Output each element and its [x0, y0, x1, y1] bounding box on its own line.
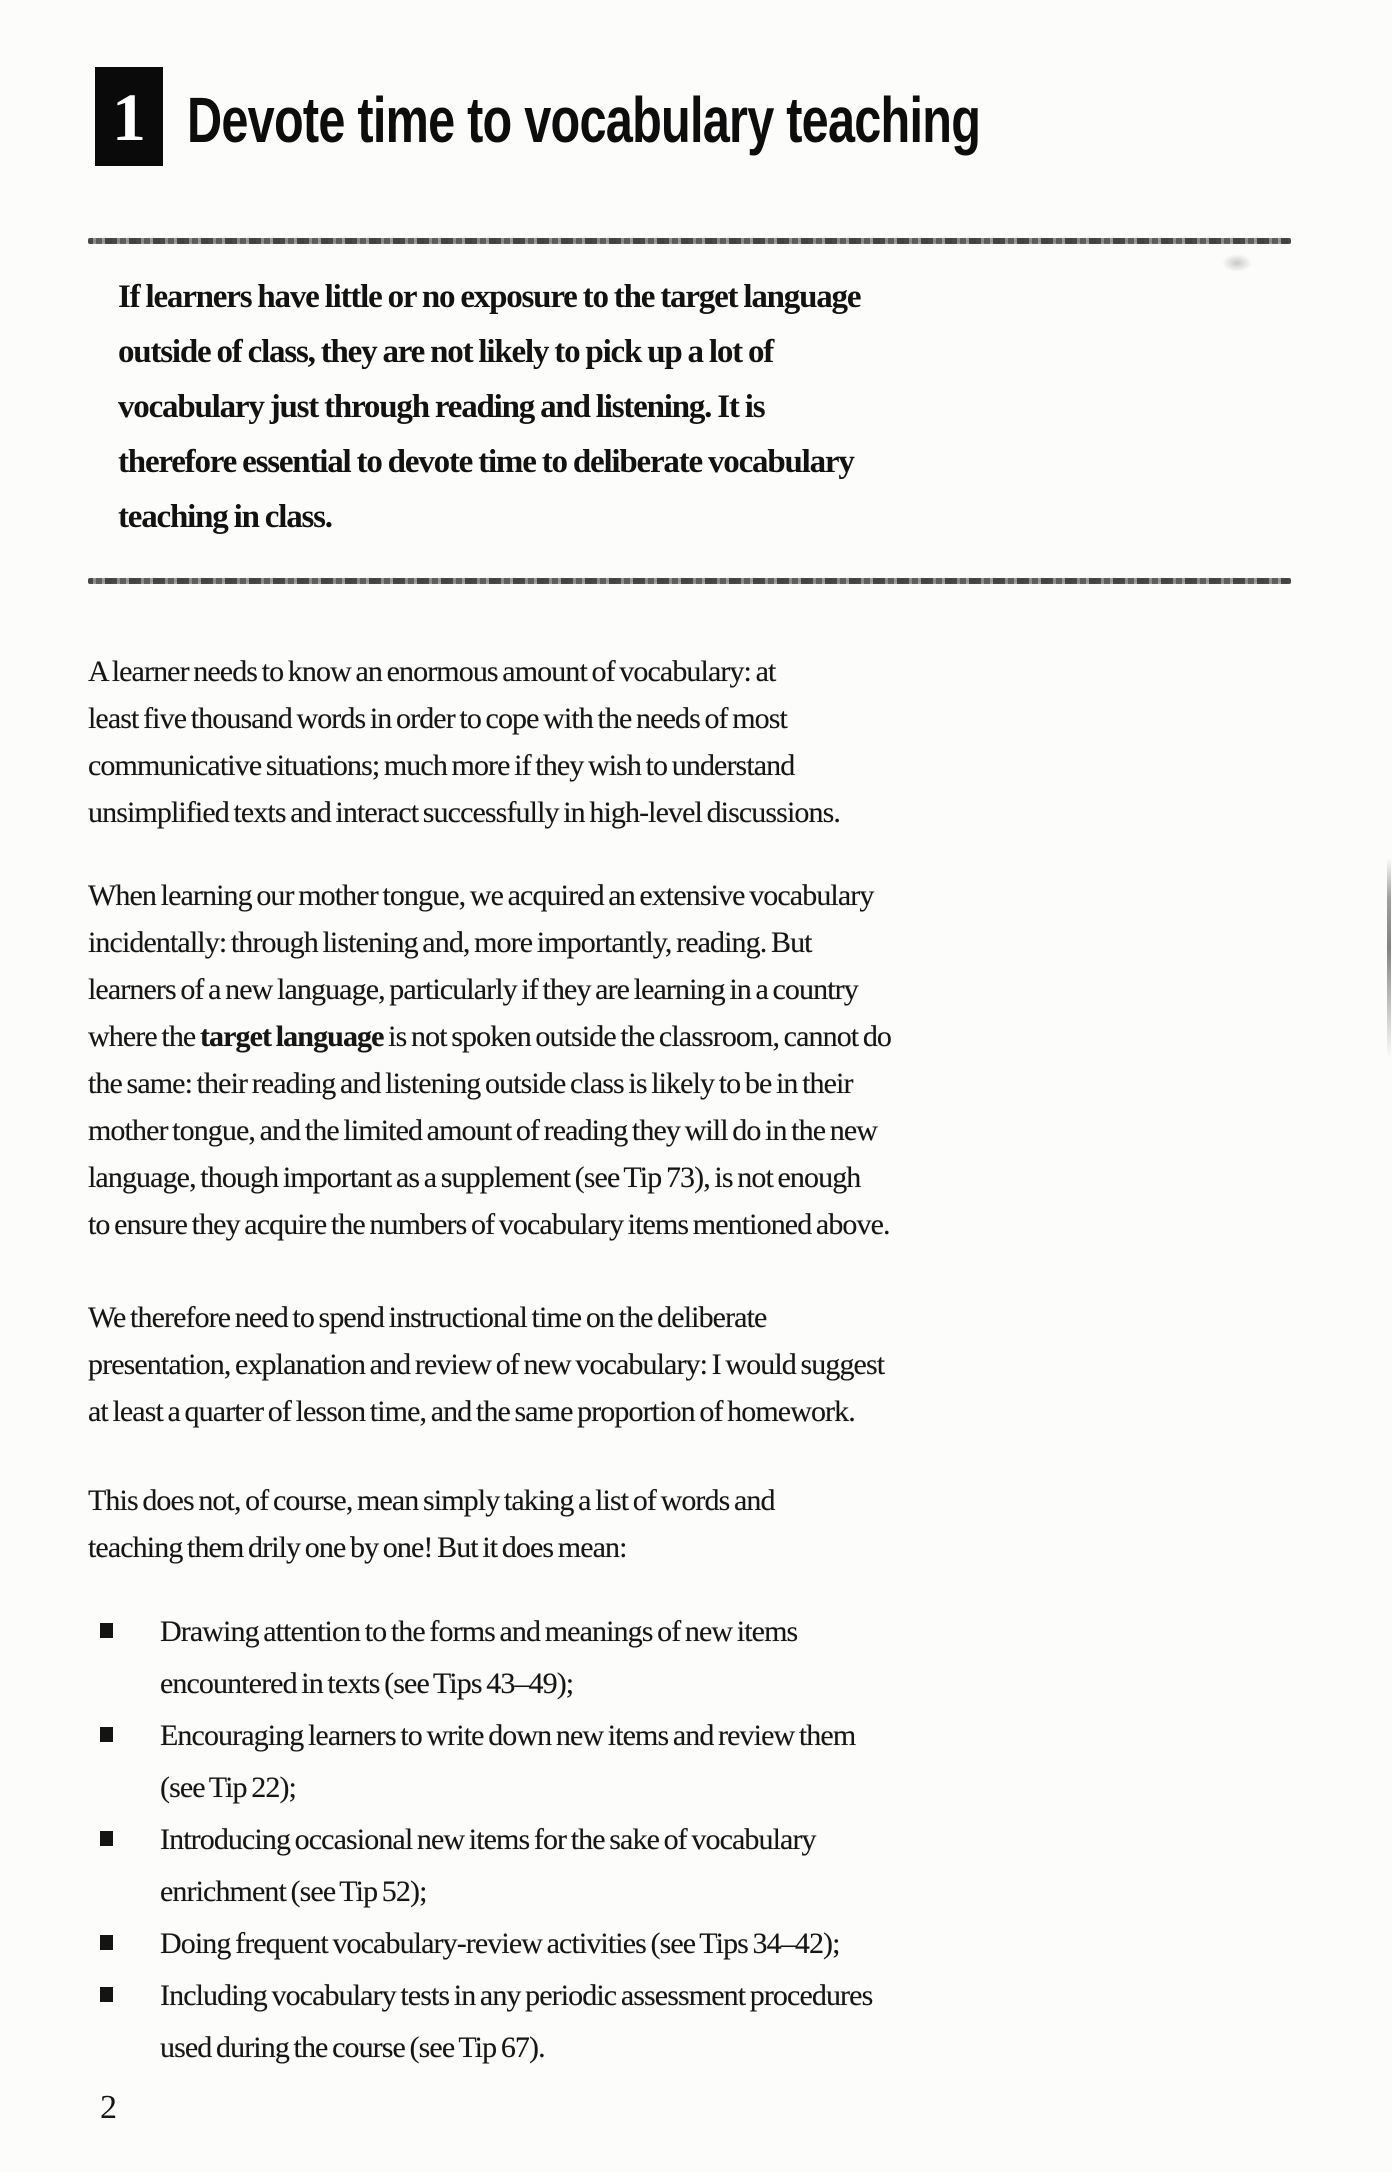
text-line: Doing frequent vocabulary-review activities (see Tips 34–42); — [160, 1927, 840, 1960]
chapter-title-text: Devote time to vocabulary teaching — [187, 84, 981, 156]
text-line: encountered in texts (see Tips 43–49); — [160, 1667, 574, 1700]
summary-box — [118, 270, 860, 545]
bullet-item — [88, 1814, 872, 1918]
text-line — [88, 1013, 891, 1060]
bullet-list — [88, 1606, 872, 2074]
text-line: used during the course (see Tip 67). — [160, 2031, 545, 2064]
text-line: outside of class, they are not likely to pick up a lot of — [118, 334, 774, 370]
text-line: least five thousand words in order to cope with the needs of most — [88, 702, 787, 735]
bullet-square-icon — [100, 1987, 113, 2002]
text-line: the same: their reading and listening outside class is likely to be in their — [88, 1067, 853, 1100]
scan-edge-artifact — [1387, 858, 1391, 1058]
bullet-text — [160, 1970, 872, 2074]
bullet-square-icon — [100, 1727, 113, 1742]
text-line: to ensure they acquire the numbers of vocabulary items mentioned above. — [88, 1208, 890, 1241]
text-line: teaching in class. — [118, 499, 332, 535]
bullet-square-icon — [100, 1935, 113, 1950]
text-line: at least a quarter of lesson time, and the same proportion of homework. — [88, 1395, 855, 1428]
text-line: mother tongue, and the limited amount of reading they will do in the new — [88, 1114, 878, 1147]
text-line: vocabulary just through reading and listening. It is — [118, 389, 765, 425]
bullet-item — [88, 1606, 872, 1710]
bullet-item — [88, 1918, 872, 1970]
text-line: This does not, of course, mean simply taking a list of words and — [88, 1484, 775, 1517]
text-segment: is not spoken outside the classroom, cannot do — [383, 1020, 892, 1053]
scan-smudge — [1222, 254, 1252, 272]
paragraph-2 — [88, 872, 891, 1248]
text-line: presentation, explanation and review of new vocabulary: I would suggest — [88, 1348, 885, 1381]
bullet-square-icon — [100, 1623, 113, 1638]
bullet-item — [88, 1710, 872, 1814]
bullet-text — [160, 1606, 872, 1710]
bullet-text — [160, 1710, 872, 1814]
text-line: (see Tip 22); — [160, 1771, 296, 1804]
text-line: therefore essential to devote time to deliberate vocabulary — [118, 444, 854, 480]
summary-box-bottom-rule — [88, 578, 1291, 584]
bullet-text — [160, 1814, 872, 1918]
text-line: enrichment (see Tip 52); — [160, 1875, 427, 1908]
text-segment: where the — [88, 1020, 200, 1053]
text-line: communicative situations; much more if they wish to understand — [88, 749, 795, 782]
page-number: 2 — [100, 2089, 117, 2126]
summary-box-top-rule — [88, 238, 1291, 244]
bullet-text — [160, 1918, 872, 1970]
paragraph-1 — [88, 648, 891, 836]
paragraph-4 — [88, 1477, 891, 1571]
text-line: language, though important as a supplement (see Tip 73), is not enough — [88, 1161, 861, 1194]
chapter-number: 1 — [112, 78, 146, 155]
chapter-title — [187, 74, 1231, 166]
text-line: When learning our mother tongue, we acquired an extensive vocabulary — [88, 879, 874, 912]
chapter-number-badge — [95, 67, 163, 166]
text-line: If learners have little or no exposure to the target language — [118, 279, 861, 315]
text-line: unsimplified texts and interact successfully in high-level discussions. — [88, 796, 840, 829]
text-line: A learner needs to know an enormous amount of vocabulary: at — [88, 655, 776, 688]
text-line: Introducing occasional new items for the sake of vocabulary — [160, 1823, 816, 1856]
text-line: incidentally: through listening and, more importantly, reading. But — [88, 926, 812, 959]
paragraph-3 — [88, 1294, 891, 1435]
text-line: Drawing attention to the forms and meanings of new items — [160, 1615, 798, 1648]
bold-term: target language — [199, 1020, 384, 1053]
bullet-square-icon — [100, 1831, 113, 1846]
text-line: teaching them drily one by one! But it does mean: — [88, 1531, 627, 1564]
text-line: Including vocabulary tests in any periodic assessment procedures — [160, 1979, 873, 2012]
text-line: We therefore need to spend instructional time on the deliberate — [88, 1301, 767, 1334]
bullet-item — [88, 1970, 872, 2074]
text-line: Encouraging learners to write down new items and review them — [160, 1719, 856, 1752]
body-text — [88, 648, 891, 1571]
text-line: learners of a new language, particularly if they are learning in a country — [88, 973, 858, 1006]
